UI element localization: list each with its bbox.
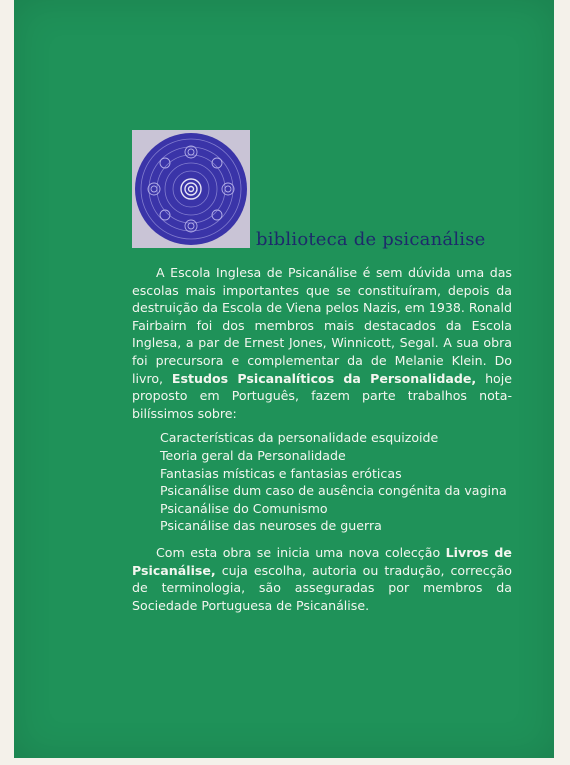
list-item: Psicanálise do Comunismo <box>160 500 328 516</box>
list-item: Psicanálise dum caso de ausência congénita da vagina <box>160 483 507 499</box>
list-item: Teoria geral da Personalidade <box>160 447 346 463</box>
book-title: Estudos Psicanalíticos da Personalidade, <box>171 370 477 386</box>
series-title: biblioteca de psicanálise <box>256 229 486 250</box>
blurb-text <box>132 264 512 614</box>
closing-text-part1: Com esta obra se inicia uma nova colecção <box>156 544 446 560</box>
closing-paragraph <box>132 544 512 614</box>
collection-name: Livros de Psicanálise, <box>132 544 512 578</box>
series-logo-image <box>132 130 250 248</box>
intro-text-part1: A Escola Inglesa de Psicanálise é sem dúvida uma das escolas mais importantes que se constituíram, depois da destruição da Escola de Viena pelos Nazis, em 1938. Ronald Fairbairn foi dos membros mais destacados da Escola Inglesa, a par de Ernest Jones, Winnicott, Segal. A sua obra foi precursora e complementar da de Melanie Klein. Do livro, <box>132 265 512 386</box>
book-back-cover <box>14 0 554 758</box>
topics-list <box>160 429 512 535</box>
list-item: Psicanálise das neuroses de guerra <box>160 518 382 534</box>
intro-text-part2: hoje proposto em Português, fazem parte trabalhos nota-bilíssimos sobre: <box>132 370 512 421</box>
list-item: Características da personalidade esquizoide <box>160 430 439 446</box>
concentric-circles-logo <box>132 130 250 248</box>
list-item: Fantasias místicas e fantasias eróticas <box>160 465 402 481</box>
intro-paragraph <box>132 264 512 422</box>
closing-text-part2: cuja escolha, autoria ou tradução, correcção de terminologia, são asseguradas por membros da Sociedade Portuguesa de Psicanálise. <box>132 562 512 613</box>
